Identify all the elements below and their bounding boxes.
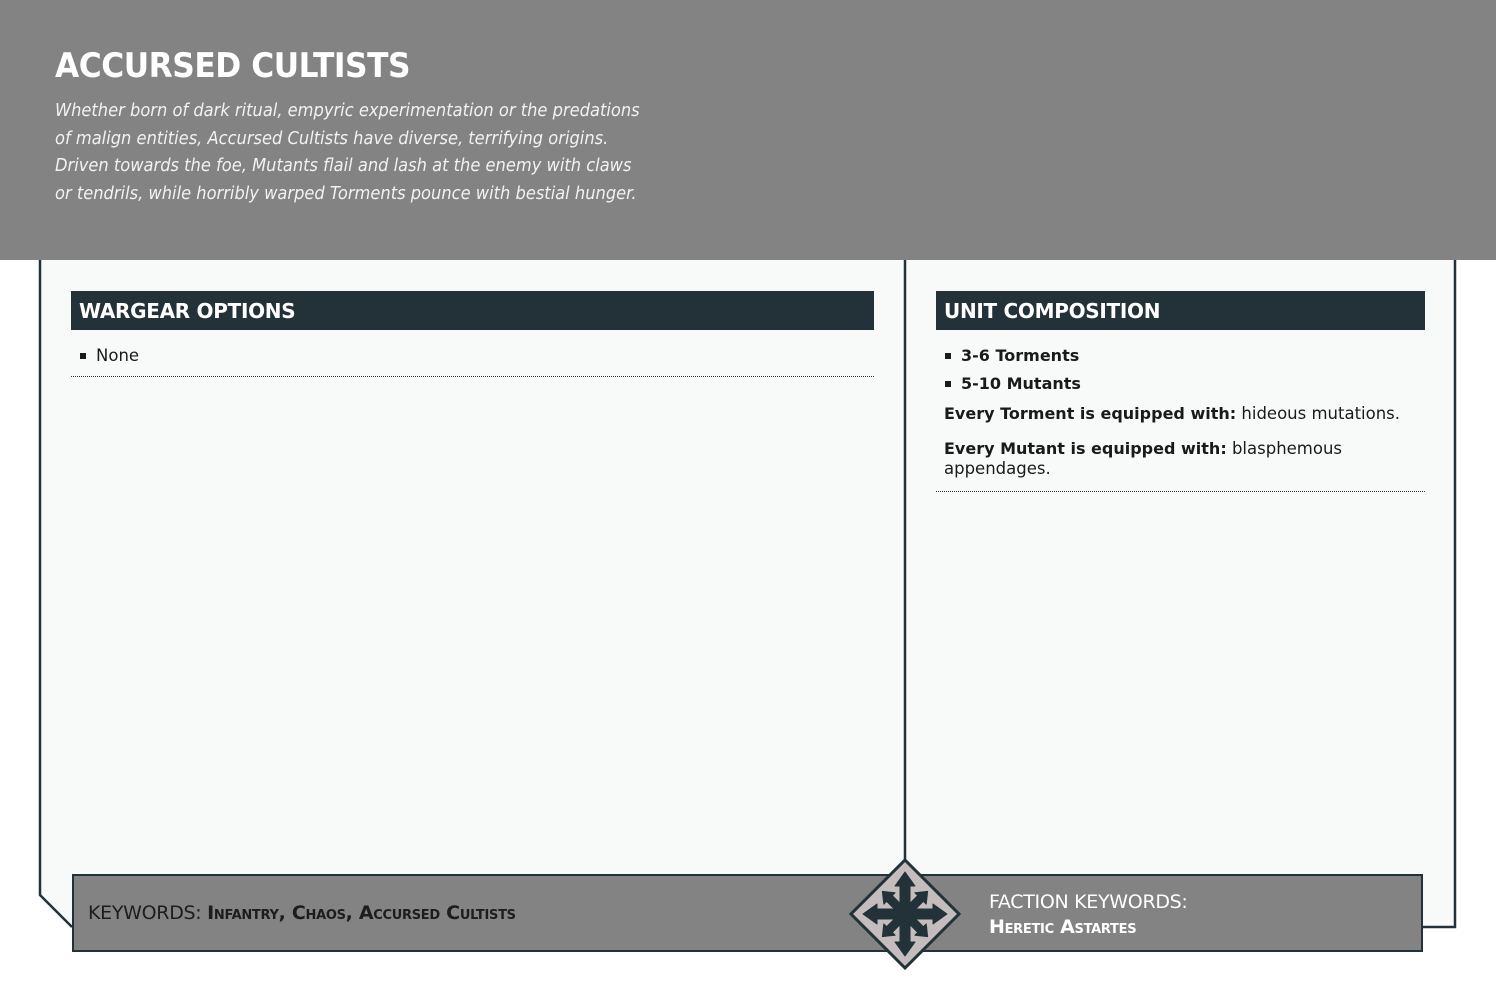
divider xyxy=(71,376,874,377)
composition-model: 5-10 Mutants xyxy=(944,370,1425,398)
equipment-label: Every Torment is equipped with: xyxy=(944,404,1237,423)
keywords xyxy=(88,902,516,924)
unit-lore: Whether born of dark ritual, empyric experimentation or the predations of malign entities, Accursed Cultists have diverse, terrifying origins. Driven towards the foe, Mutants flail and lash at the enemy with claws or tendrils, while horribly warped Torments pounce with bestial hunger. xyxy=(55,101,640,205)
composition-model: 3-6 Torments xyxy=(944,342,1425,370)
wargear-panel xyxy=(71,291,874,377)
wargear-list xyxy=(71,330,874,370)
equipment-line xyxy=(936,404,1425,424)
wargear-option: None xyxy=(79,342,874,370)
equipment-line xyxy=(936,439,1425,479)
composition-panel xyxy=(936,291,1425,492)
divider xyxy=(936,491,1425,492)
equipment-value: hideous mutations. xyxy=(1236,404,1401,423)
equipment-label: Every Mutant is equipped with: xyxy=(944,439,1227,458)
composition-list xyxy=(936,330,1425,397)
chaos-star-icon xyxy=(849,858,961,970)
faction-keywords-label: FACTION KEYWORDS: xyxy=(989,891,1188,913)
composition-heading: UNIT COMPOSITION xyxy=(936,291,1425,330)
faction-keywords-values: Heretic Astartes xyxy=(989,916,1137,938)
keywords-values: Infantry, Chaos, Accursed Cultists xyxy=(207,902,516,924)
faction-keywords xyxy=(989,890,1188,940)
unit-title: ACCURSED CULTISTS xyxy=(55,46,411,86)
keywords-bar xyxy=(72,874,1423,952)
keywords-label: KEYWORDS: xyxy=(88,902,208,924)
wargear-heading: WARGEAR OPTIONS xyxy=(71,291,874,330)
equipment-value: blasphemous appendages. xyxy=(944,439,1343,478)
